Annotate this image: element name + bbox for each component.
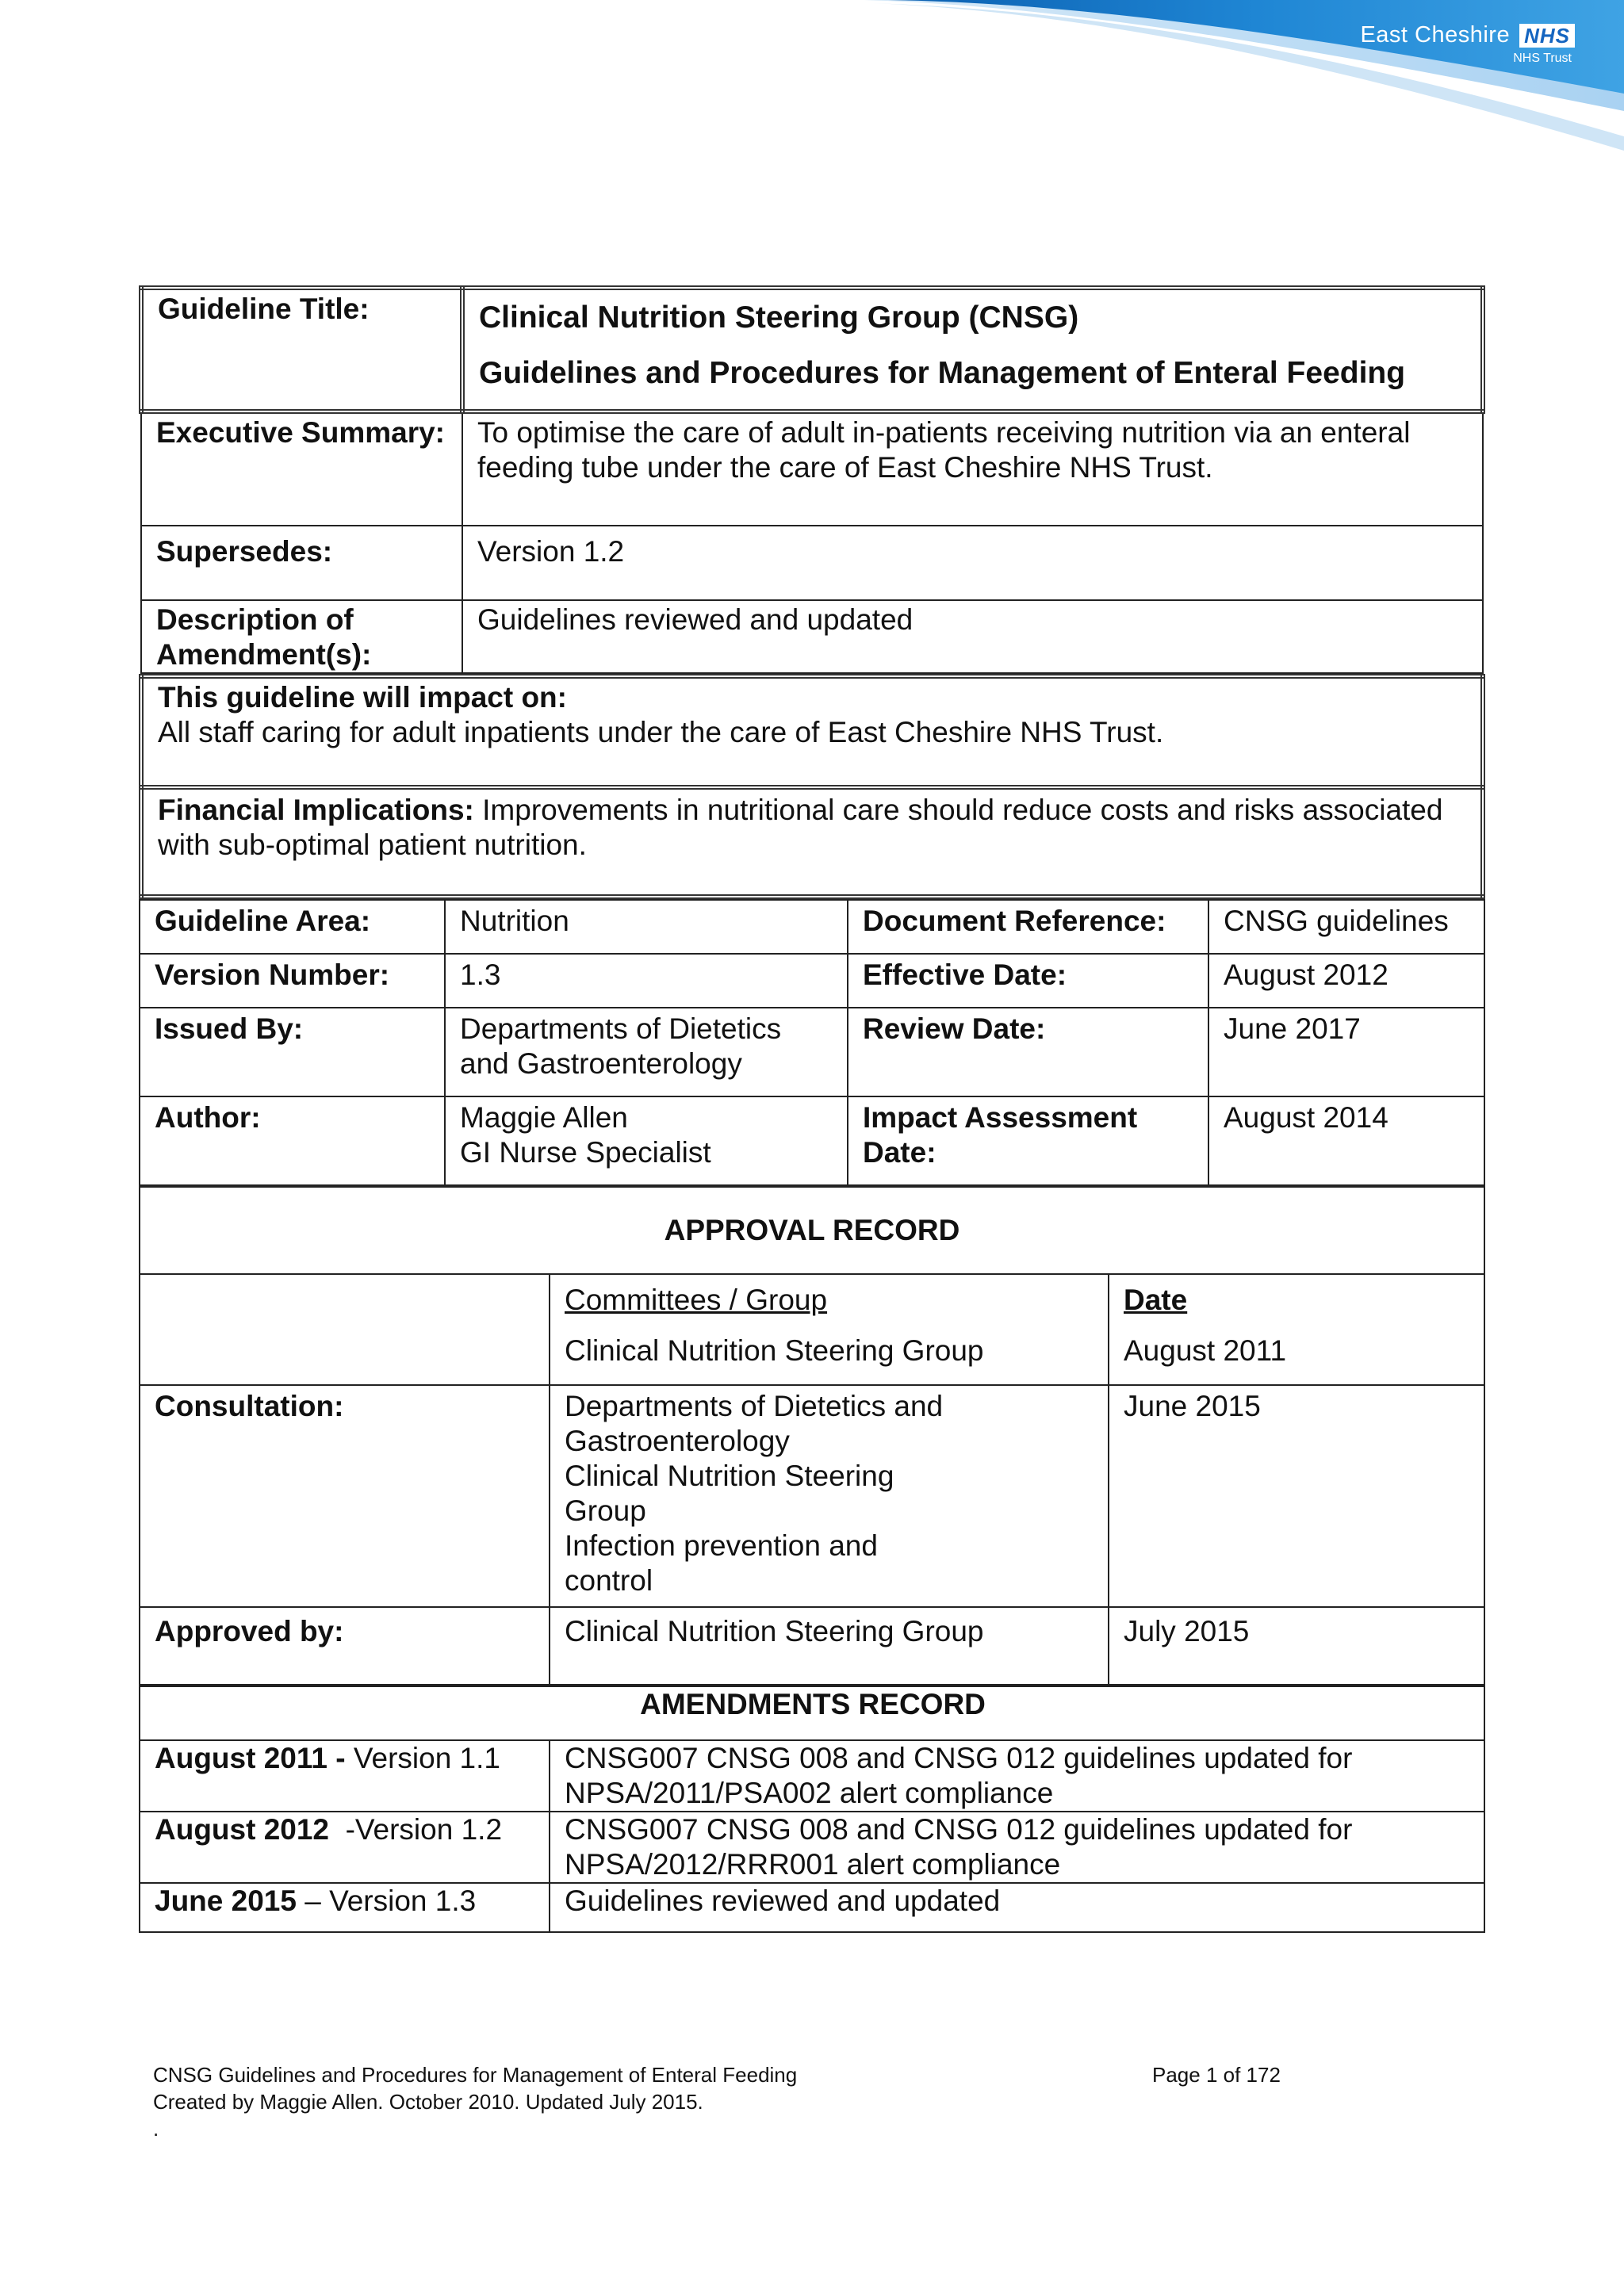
- guideline-document: [139, 285, 1485, 1933]
- amendment-date: August 2012: [155, 1813, 330, 1846]
- impact-date-label: Impact Assessment Date:: [848, 1096, 1208, 1185]
- consultation-groups: [550, 1385, 1109, 1607]
- committees-cell: [550, 1274, 1109, 1385]
- date-header: Date: [1124, 1284, 1188, 1316]
- amendment-description: Guidelines reviewed and updated: [550, 1883, 1484, 1932]
- footer-created-by: Created by Maggie Allen. October 2010. Updated July 2015.: [153, 2090, 703, 2114]
- guideline-title: [462, 288, 1483, 411]
- author-role: GI Nurse Specialist: [460, 1136, 711, 1169]
- page-number: Page 1 of 172: [1152, 2063, 1281, 2087]
- approval-heading: APPROVAL RECORD: [140, 1187, 1484, 1274]
- finance-text: Improvements in nutritional care should reduce costs and risks associated with sub-optimal patient nutrition.: [158, 794, 1443, 861]
- amendment-label: Description of Amendment(s):: [141, 600, 462, 673]
- footer-dot: .: [153, 2117, 159, 2141]
- date-cell: [1109, 1274, 1484, 1385]
- summary-text: To optimise the care of adult in-patients receiving nutrition via an enteral feeding tube under the care of East Cheshire NHS Trust.: [462, 411, 1483, 526]
- title-line-1: Clinical Nutrition Steering Group (CNSG): [479, 300, 1079, 335]
- consultation-label: Consultation:: [140, 1385, 550, 1607]
- first-committee: Clinical Nutrition Steering Group: [565, 1334, 984, 1367]
- title-label: Guideline Title:: [141, 288, 462, 411]
- impact-label: This guideline will impact on:: [158, 681, 567, 714]
- finance-label: Financial Implications:: [158, 794, 474, 826]
- impact-date-value: August 2014: [1208, 1096, 1484, 1185]
- impact-table: [139, 674, 1485, 899]
- approved-date: July 2015: [1109, 1607, 1484, 1685]
- docref-value: CNSG guidelines: [1208, 900, 1484, 954]
- amendment-version: [140, 1740, 550, 1812]
- approval-table: [139, 1186, 1485, 1686]
- consultation-item: Clinical Nutrition Steering Group: [565, 1460, 894, 1527]
- page-footer: [153, 2061, 1454, 2142]
- title-line-2: Guidelines and Procedures for Management of Enteral Feeding: [479, 356, 1406, 390]
- area-label: Guideline Area:: [140, 900, 445, 954]
- amendment-description: CNSG007 CNSG 008 and CNSG 012 guidelines updated for NPSA/2012/RRR001 alert compliance: [550, 1812, 1484, 1883]
- supersedes-value: Version 1.2: [462, 526, 1483, 600]
- version-value: 1.3: [445, 954, 848, 1008]
- version-label: Version Number:: [140, 954, 445, 1008]
- amendment-version-text: Version 1.1: [345, 1742, 500, 1774]
- approval-blank-cell: [140, 1274, 550, 1385]
- trust-logo: [1360, 22, 1575, 66]
- details-table: [139, 899, 1485, 1186]
- review-value: June 2017: [1208, 1008, 1484, 1096]
- area-value: Nutrition: [445, 900, 848, 954]
- approved-label: Approved by:: [140, 1607, 550, 1685]
- author-value: [445, 1096, 848, 1185]
- impact-text: All staff caring for adult inpatients under the care of East Cheshire NHS Trust.: [158, 716, 1164, 748]
- committees-header: Committees / Group: [565, 1284, 828, 1316]
- author-label: Author:: [140, 1096, 445, 1185]
- amendment-description: CNSG007 CNSG 008 and CNSG 012 guidelines updated for NPSA/2011/PSA002 alert compliance: [550, 1740, 1484, 1812]
- amendment-version: [140, 1883, 550, 1932]
- nhs-badge: NHS: [1519, 24, 1575, 48]
- first-date: August 2011: [1124, 1334, 1287, 1367]
- amendment-date: August 2011 -: [155, 1742, 346, 1774]
- approved-group: Clinical Nutrition Steering Group: [550, 1607, 1109, 1685]
- amendment-version: [140, 1812, 550, 1883]
- amendment-date: June 2015: [155, 1885, 297, 1917]
- guideline-header-table: [139, 285, 1485, 674]
- amendments-table: [139, 1686, 1485, 1933]
- amendments-heading: AMENDMENTS RECORD: [140, 1686, 1484, 1740]
- consultation-item: Departments of Dietetics and Gastroenterology: [565, 1390, 944, 1457]
- amendment-version-text: -Version 1.2: [329, 1813, 503, 1846]
- issued-value: Departments of Dietetics and Gastroenterology: [445, 1008, 848, 1096]
- amendment-version-text: – Version 1.3: [296, 1885, 477, 1917]
- finance-cell: [141, 787, 1483, 897]
- trust-subtitle: NHS Trust: [1513, 52, 1572, 65]
- issued-label: Issued By:: [140, 1008, 445, 1096]
- impact-cell: [141, 676, 1483, 787]
- consultation-item: Infection prevention and control: [565, 1529, 878, 1597]
- effective-label: Effective Date:: [848, 954, 1208, 1008]
- author-name: Maggie Allen: [460, 1101, 628, 1134]
- consultation-date: June 2015: [1109, 1385, 1484, 1607]
- supersedes-label: Supersedes:: [141, 526, 462, 600]
- docref-label: Document Reference:: [848, 900, 1208, 954]
- effective-value: August 2012: [1208, 954, 1484, 1008]
- review-label: Review Date:: [848, 1008, 1208, 1096]
- trust-name: East Cheshire: [1360, 22, 1511, 48]
- summary-label: Executive Summary:: [141, 411, 462, 526]
- footer-document-title: CNSG Guidelines and Procedures for Management of Enteral Feeding: [153, 2063, 798, 2087]
- amendment-value: Guidelines reviewed and updated: [462, 600, 1483, 673]
